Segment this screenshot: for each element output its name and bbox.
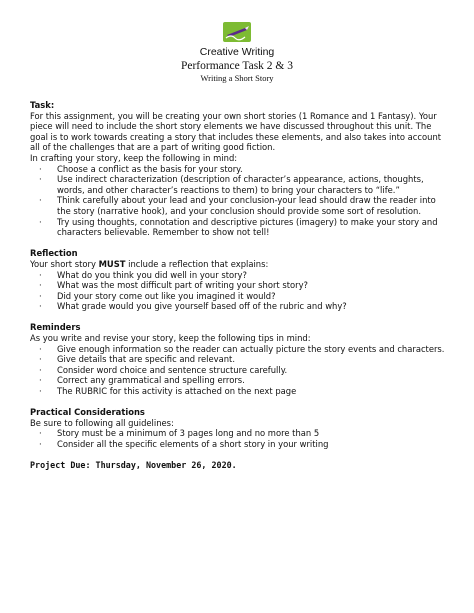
list-item: · Consider all the specific elements of a short story in your writing — [30, 439, 450, 450]
reflection-lead-bold: MUST — [98, 258, 126, 269]
list-item: · What do you think you did well in your story? — [30, 270, 450, 281]
document-header — [0, 46, 474, 84]
reflection-section — [30, 248, 450, 312]
task-list — [30, 164, 450, 238]
reminders-lead: As you write and revise your story, keep the following tips in mind: — [30, 333, 311, 344]
task-intro: For this assignment, you will be creating your own short stories (1 Romance and 1 Fantasy). Your piece will need to include the short story elements we have discussed throughout this unit. The goal is to work towards creating a story that includes these elements, and also takes into account all of the challenges that are a part of writing good fiction. — [30, 110, 442, 153]
task-section — [30, 100, 450, 238]
reflection-lead — [30, 259, 450, 270]
document-subtitle: Performance Task 2 & 3 — [180, 60, 294, 72]
practical-list — [30, 428, 450, 449]
reflection-list — [30, 270, 450, 312]
list-item: · What was the most difficult part of writing your short story? — [30, 280, 450, 291]
reminders-list — [30, 344, 450, 397]
practical-section — [30, 407, 450, 449]
reflection-lead-pre: Your short story — [30, 258, 99, 269]
list-item: · Use indirect characterization (description of character’s appearance, actions, thoughts, words, and other character’s reactions to them) to bring your characters to “life.” — [30, 174, 450, 195]
reminders-heading: Reminders — [30, 322, 81, 333]
list-item: · Correct any grammatical and spelling errors. — [30, 375, 450, 386]
list-item: · Give details that are specific and relevant. — [30, 354, 450, 365]
document-title: Creative Writing — [199, 46, 275, 58]
list-item: · What grade would you give yourself based off of the rubric and why? — [30, 301, 450, 312]
list-item: · Story must be a minimum of 3 pages long and no more than 5 — [30, 428, 450, 439]
list-item: · The RUBRIC for this activity is attached on the next page — [30, 386, 450, 397]
document-body — [30, 100, 450, 471]
reflection-lead-post: include a reflection that explains: — [125, 258, 269, 269]
reminders-section — [30, 322, 450, 396]
list-item: · Give enough information so the reader can actually picture the story events and characters. — [30, 344, 450, 355]
task-lead: In crafting your story, keep the following in mind: — [30, 152, 238, 163]
task-heading: Task: — [30, 100, 55, 110]
practical-heading: Practical Considerations — [30, 407, 145, 418]
list-item: · Think carefully about your lead and your conclusion-your lead should draw the reader into the story (narrative hook), and your conclusion should provide some sort of resolution. — [30, 195, 450, 216]
list-item: · Did your story come out like you imagined it would? — [30, 291, 450, 302]
project-due-date: Project Due: Thursday, November 26, 2020. — [30, 460, 237, 471]
list-item: · Consider word choice and sentence structure carefully. — [30, 365, 450, 376]
document-subtitle-2: Writing a Short Story — [200, 73, 274, 83]
list-item: · Choose a conflict as the basis for your story. — [30, 164, 450, 175]
reflection-heading: Reflection — [30, 248, 78, 259]
practical-lead: Be sure to following all guidelines: — [30, 417, 174, 428]
list-item: · Try using thoughts, connotation and descriptive pictures (imagery) to make your story and characters believable. Remember to show not tell! — [30, 217, 450, 238]
writing-logo-icon — [223, 22, 251, 42]
